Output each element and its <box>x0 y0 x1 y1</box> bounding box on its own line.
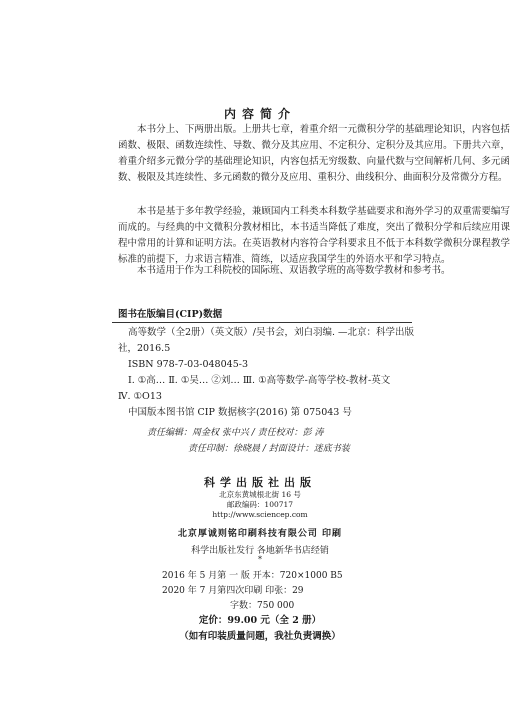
word-count: 字数：750 000 <box>230 601 295 611</box>
summary-title: 内容简介 <box>223 107 296 121</box>
quality-note: （如有印装质量问题，我社负责调换） <box>179 631 341 642</box>
cip-classification: Ⅰ. ①高… Ⅱ. ①吴… ②刘… Ⅲ. ①高等数学-高等学校-教材-英文 <box>128 375 391 386</box>
publisher-website: http://www.sciencep.com <box>212 510 308 519</box>
cip-divider <box>112 322 412 323</box>
summary-paragraph-2: 本书是基于多年教学经验，兼顾国内工科类本科数学基础要求和海外学习的双重需要编写而成的。与经典的中文微积分教材相比，本书适当降低了难度，突出了微积分学和后续应用课程中常用的计算和证明方法。在英语教材内容符合学科要求且不低于本科数学微积分课程教学标准的前提下，力求语言精准、简练，以适应我国学生的外语水平和学习特点。 <box>118 206 510 265</box>
cip-line-1: 高等数学（全2册）（英文版）/吴书会，刘白羽编. —北京：科学出版 <box>128 327 415 338</box>
publisher-name: 科学出版社出版 <box>204 476 316 489</box>
publisher-postcode: 邮政编码：100717 <box>226 500 294 509</box>
cip-classification-cont: Ⅳ. ①O13 <box>118 391 162 402</box>
staff-production: 责任印制：徐晓晨 / 封面设计：迷底书装 <box>188 444 350 454</box>
printing-line: 2020 年 7 月第四次印刷 印张：29 <box>162 586 304 596</box>
cip-heading: 图书在版编目(CIP)数据 <box>118 309 223 320</box>
price-line: 定价：99.00 元（全 2 册） <box>198 615 322 626</box>
separator-mark: * <box>258 555 262 564</box>
publisher-address: 北京东黄城根北街 16 号 <box>219 490 301 499</box>
cip-record-number: 中国版本图书馆 CIP 数据核字(2016) 第 075043 号 <box>128 407 352 418</box>
staff-editors: 责任编辑：周金权 张中兴 / 责任校对：彭 涛 <box>147 428 324 438</box>
summary-paragraph-3: 本书适用于作为工科院校的国际班、双语教学班的高等数学教材和参考书。 <box>137 265 451 276</box>
printer-name: 北京厚诚则铭印刷科技有限公司 印刷 <box>177 529 343 539</box>
cip-isbn: ISBN 978-7-03-048045-3 <box>128 359 248 370</box>
cip-line-2: 社，2016.5 <box>118 343 171 354</box>
summary-paragraph-1: 本书分上、下两册出版。上册共七章，着重介绍一元微积分学的基础理论知识，内容包括函数、极限、函数连续性、导数、微分及其应用、不定积分、定积分及其应用。下册共六章，着重介绍多元微分学的基础理论知识，内容包括无穷级数、向量代数与空间解析几何、多元函数、极限及其连续性、多元函数的微分及应用、重积分、曲线积分、曲面积分及常微分方程。 <box>118 124 510 183</box>
edition-line: 2016 年 5 月第 一 版 开本：720×1000 B5 <box>162 571 343 581</box>
distribution-line: 科学出版社发行 各地新华书店经销 <box>191 546 329 556</box>
